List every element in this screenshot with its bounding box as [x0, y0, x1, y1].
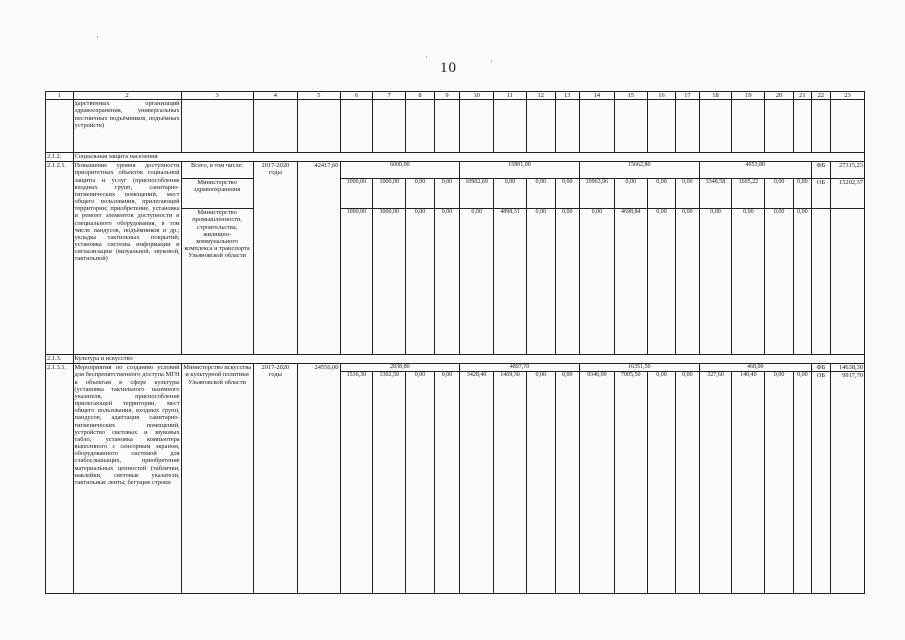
year-total-2020: 4953,80	[699, 162, 811, 179]
col-header: 10	[460, 92, 494, 100]
source-ob-total: 15202,37	[830, 179, 864, 209]
value-cell: 0,00	[434, 209, 459, 355]
year-total-2019: 16351,50	[579, 364, 699, 372]
col-header: 20	[765, 92, 794, 100]
col-header: 13	[555, 92, 579, 100]
year-total-2017: 2838,80	[340, 364, 460, 372]
col-header: 17	[676, 92, 699, 100]
value-cell: 0,00	[526, 372, 555, 594]
col-header: 19	[732, 92, 765, 100]
value-cell: 0,00	[765, 209, 794, 355]
continuation-row	[46, 100, 865, 153]
value-cell: 0,00	[699, 209, 732, 355]
value-cell: 4898,31	[494, 209, 527, 355]
executor-total: Всего, в том числе:	[181, 162, 253, 179]
value-cell: 0,00	[793, 209, 811, 355]
source-ob-total: 9917,70	[830, 372, 864, 594]
value-cell: 140,40	[732, 372, 765, 594]
col-header: 21	[793, 92, 811, 100]
source-fb-total: 27315,23	[830, 162, 864, 179]
col-header: 7	[373, 92, 406, 100]
value-cell: 327,60	[699, 372, 732, 594]
col-header: 4	[253, 92, 297, 100]
year-total-2018: 4897,70	[460, 364, 580, 372]
continuation-text: дарственных организаций здравоохранения, универсальных пестничных подъёмников, подъёмных устройств)	[73, 100, 181, 153]
value-cell: 1605,22	[732, 179, 765, 209]
value-cell: 1469,30	[494, 372, 527, 594]
row-description: Повышение уровня доступности приоритетных объектов социальной защиты и услуг (приспособление входных групп, санитарно-гигиенических помещений, мест общего пользования, прилегающей территории; приобретение, установка и ремонт элементов доступности и специального оборудования, в том числе пандусов, подъёмников и др.; укладка тактильных покрытий; установка системы информации и сигнализации (визуальной, звуковой, тактильной)	[73, 162, 181, 355]
value-cell: 1536,30	[340, 372, 373, 594]
table-row	[46, 162, 865, 179]
value-cell: 0,00	[406, 179, 435, 209]
value-cell: 0,00	[434, 372, 459, 594]
value-cell: 0,00	[765, 179, 794, 209]
value-cell: 3428,40	[460, 372, 494, 594]
value-cell: 3000,00	[373, 209, 406, 355]
value-cell: 0,00	[676, 179, 699, 209]
value-cell: 0,00	[406, 209, 435, 355]
value-cell: 0,00	[434, 179, 459, 209]
year-total-2019: 15662,80	[579, 162, 699, 179]
source-fb-total: 14638,30	[830, 364, 864, 372]
value-cell: 0,00	[647, 209, 676, 355]
header-row	[46, 92, 865, 100]
executor: Министерство здравоохранения	[181, 179, 253, 209]
section-row	[46, 153, 865, 162]
col-header: 3	[181, 92, 253, 100]
value-cell: 0,00	[614, 179, 647, 209]
col-header: 1	[46, 92, 74, 100]
value-cell: 0,00	[676, 209, 699, 355]
period: 2017-2020 годы	[253, 364, 297, 594]
value-cell: 0,00	[526, 179, 555, 209]
value-cell: 0,00	[555, 209, 579, 355]
col-header: 23	[830, 92, 864, 100]
col-header: 16	[647, 92, 676, 100]
period: 2017-2020 годы	[253, 162, 297, 355]
section-code: 2.1.3.	[46, 355, 74, 364]
col-header: 2	[73, 92, 181, 100]
row-description: Мероприятия по созданию условий для беспрепятственного доступа МГН к объектам в сфере культуры (установка тактильного наземного указателя, приспособление прилегающей территории, мест общего пользования, входных групп, пандусов, адаптация санитарно-гигиенических помещений, устройство световых и звуковых табло, установка компьютера выполнного с сенсорным экраном, оборудованного системой для слабослышащих, приобретение материальных ценностей (таблички, наклейки, световые указатели, тактильные ленты, бегущие строки	[73, 364, 181, 594]
value-cell: 0,00	[647, 372, 676, 594]
value-cell: 10902,69	[460, 179, 494, 209]
value-cell: 10963,96	[579, 179, 614, 209]
value-cell: 0,00	[676, 372, 699, 594]
value-cell: 0,00	[406, 372, 435, 594]
section-title: Культура и искусство	[73, 355, 864, 364]
value-cell: 0,00	[579, 209, 614, 355]
section-title: Социальная защита населения	[73, 153, 864, 162]
total-amount: 24556,00	[298, 364, 340, 594]
value-cell: 3348,58	[699, 179, 732, 209]
col-header: 6	[340, 92, 373, 100]
value-cell: 1302,50	[373, 372, 406, 594]
value-cell: 0,00	[793, 372, 811, 594]
scan-speck: ·	[96, 32, 99, 42]
page-number: 10	[440, 60, 457, 76]
source-ob: ОБ	[811, 179, 830, 209]
source-ob: ОБ	[811, 372, 830, 594]
col-header: 9	[434, 92, 459, 100]
value-cell: 0,00	[555, 372, 579, 594]
col-header: 14	[579, 92, 614, 100]
row-code: 2.1.3.1.	[46, 364, 74, 594]
value-cell: 0,00	[647, 179, 676, 209]
col-header: 11	[494, 92, 527, 100]
year-total-2020: 468,00	[699, 364, 811, 372]
source-fb: ФБ	[811, 162, 830, 179]
value-cell: 0,00	[494, 179, 527, 209]
section-row	[46, 355, 865, 364]
col-header: 5	[298, 92, 340, 100]
row-code: 2.1.2.1.	[46, 162, 74, 355]
budget-table	[45, 91, 865, 594]
year-total-2017: 6000,00	[340, 162, 460, 179]
col-header: 22	[811, 92, 830, 100]
col-header: 18	[699, 92, 732, 100]
year-total-2018: 15801,00	[460, 162, 580, 179]
value-cell: 9346,00	[579, 372, 614, 594]
value-cell: 0,00	[555, 179, 579, 209]
source-fb: ФБ	[811, 364, 830, 372]
value-cell: 1000,00	[340, 179, 373, 209]
col-header: 8	[406, 92, 435, 100]
value-cell: 0,00	[793, 179, 811, 209]
executor: Министерство искусства и культурной политики Ульяновской области	[181, 364, 253, 594]
col-header: 12	[526, 92, 555, 100]
value-cell: 0,00	[765, 372, 794, 594]
scan-speck: ·	[425, 52, 428, 62]
value-cell: 0,00	[460, 209, 494, 355]
scan-speck: ·	[490, 56, 493, 66]
value-cell: 1000,00	[340, 209, 373, 355]
executor: Министерство промышленности, строительства, жилищно-коммунального комплекса и транспорта Ульяновской области	[181, 209, 253, 355]
col-header: 15	[614, 92, 647, 100]
value-cell: 0,00	[526, 209, 555, 355]
value-cell: 4698,84	[614, 209, 647, 355]
section-code: 2.1.2.	[46, 153, 74, 162]
value-cell: 1000,00	[373, 179, 406, 209]
total-amount: 42417,60	[298, 162, 340, 355]
table-row	[46, 364, 865, 372]
value-cell: 7005,50	[614, 372, 647, 594]
value-cell: 0,00	[732, 209, 765, 355]
